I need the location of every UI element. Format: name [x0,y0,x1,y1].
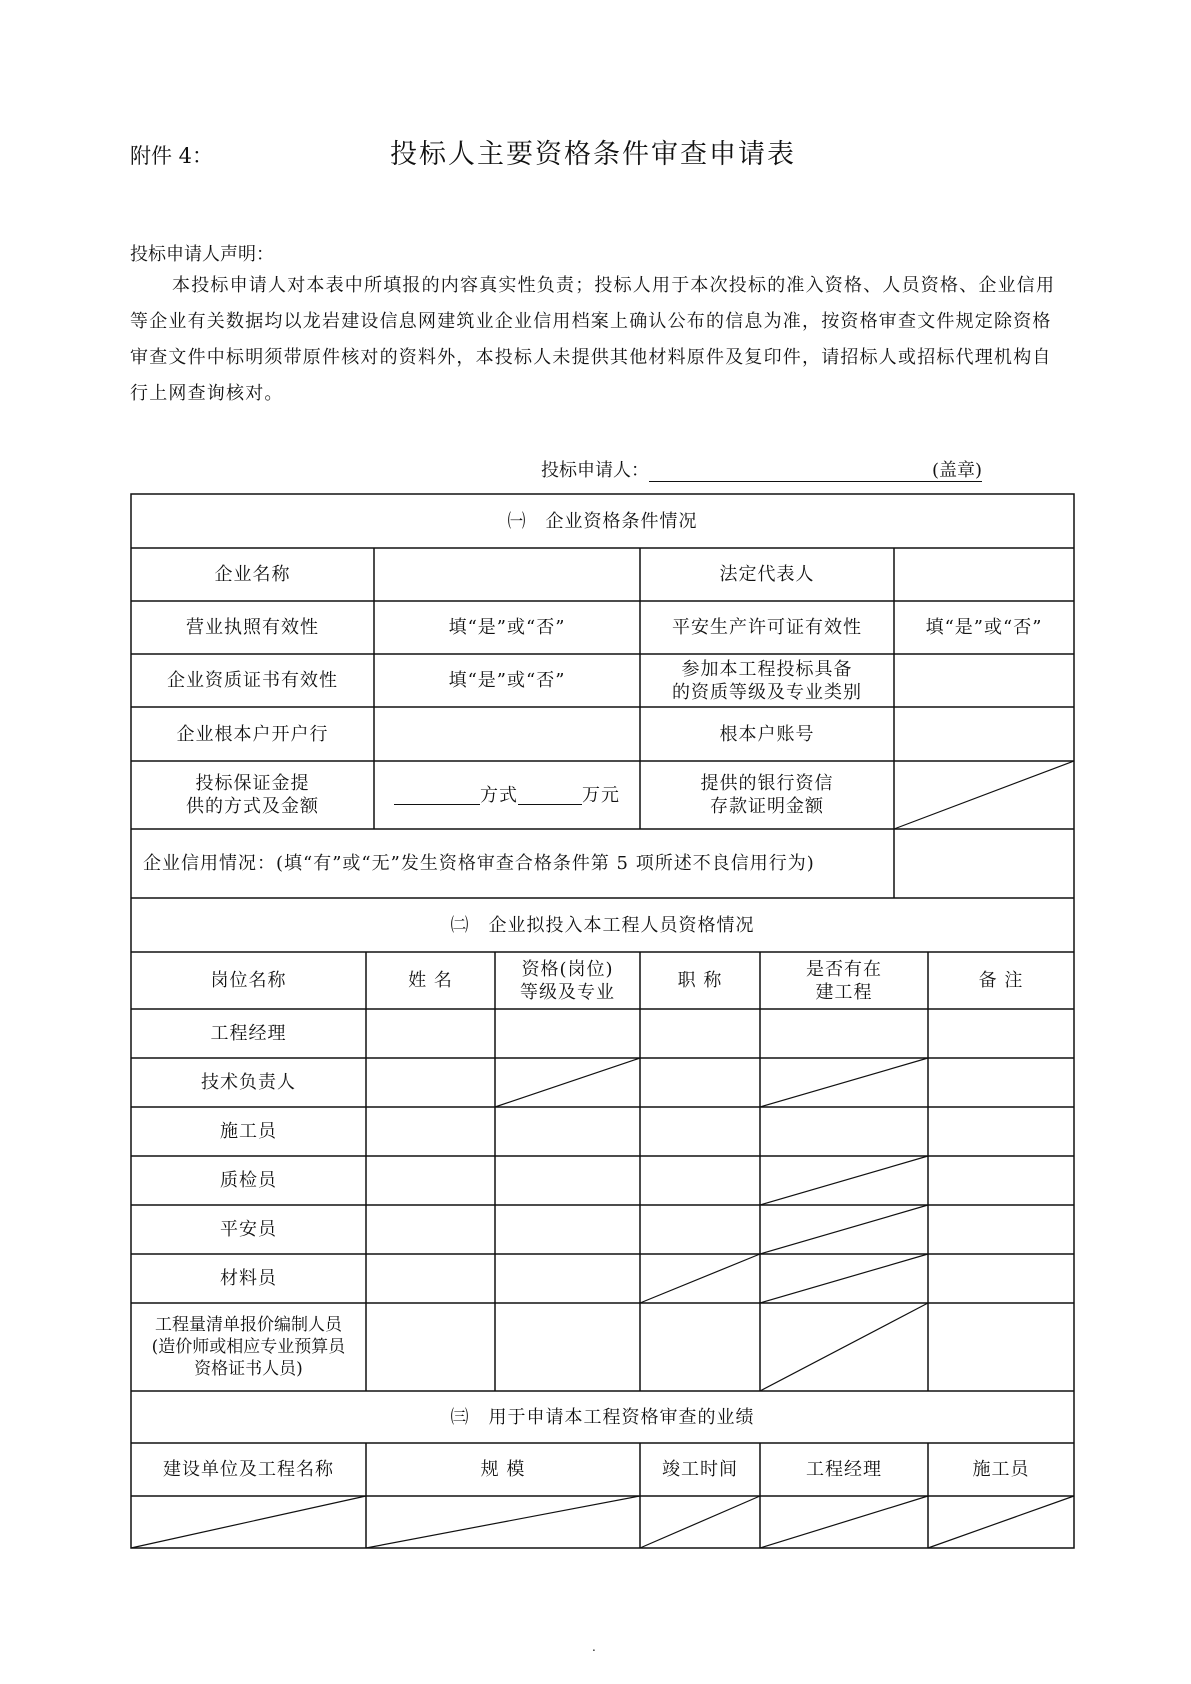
safety-permit-field[interactable]: 填“是”或“否” [925,617,1043,638]
qualification-level-field[interactable] [894,654,1074,707]
section3-title: ㈢ 用于申请本工程资格审查的业绩 [450,1406,755,1428]
deposit-proof-label: 提供的银行资信 存款证明金额 [700,773,834,817]
attachment-label: 附件 4： [130,144,214,168]
company-name-label: 企业名称 [214,564,291,585]
performance-col-scale: 规 模 [480,1459,526,1480]
legal-rep-field[interactable] [894,548,1074,601]
performance-col-project-manager: 工程经理 [806,1459,882,1480]
performance-col-constructor: 施工员 [972,1459,1030,1480]
bond-method-field[interactable] [374,761,640,829]
safety-permit-label: 平安生产许可证有效性 [672,617,862,638]
qualification-cert-label: 企业资质证书有效性 [167,670,338,691]
bank-label: 企业根本户开户行 [176,723,329,745]
page-footer-dot: . [592,1640,596,1654]
bond-method-label: 投标保证金提 供的方式及金额 [186,773,319,817]
bond-method-blank[interactable] [394,786,480,805]
diagonal-perf-manager [760,1496,928,1548]
qualification-cert-field[interactable]: 填“是”或“否” [448,670,566,691]
applicant-label: 投标申请人： [541,460,649,481]
performance-col-completion-date: 竣工时间 [662,1459,738,1480]
diagonal-perf-name [131,1496,366,1548]
license-validity-label: 营业执照有效性 [186,617,319,638]
legal-rep-label: 法定代表人 [719,564,815,585]
personnel-col-remarks: 备 注 [978,970,1024,991]
diagonal-perf-scale [366,1496,640,1548]
diagonal-perf-date [640,1496,760,1548]
qualification-level-label: 参加本工程投标具备 的资质等级及专业类别 [672,658,862,703]
license-validity-field[interactable]: 填“是”或“否” [448,617,566,638]
bank-field[interactable] [374,707,640,761]
declaration-text: 本投标申请人对本表中所填报的内容真实性负责；投标人用于本次投标的准入资格、人员资格、企业信用等企业有关数据均以龙岩建设信息网建筑业企业信用档案上确认公布的信息为准，按资格审查文件规定除资格审查文件中标明须带原件核对的资料外，本投标人未提供其他材料原件及复印件，请招标人或招标代理机构自行上网查询核对。 [130,275,1056,404]
credit-status-label: 企业信用情况：(填“有”或“无”发生资格审查合格条件第 5 项所述不良信用行为) [143,853,815,874]
declaration-label: 投标申请人声明： [130,244,274,265]
personnel-col-name: 姓 名 [408,970,453,991]
personnel-col-title: 职 称 [677,970,723,991]
seal-label: (盖章) [932,460,983,481]
diagonal-safety-projects [760,1205,928,1254]
diagonal-tech-lead-projects [760,1058,928,1107]
personnel-col-position: 岗位名称 [210,970,287,991]
personnel-col-qualification: 资格(岗位) 等级及专业 [520,958,615,1003]
account-no-field[interactable] [894,707,1074,761]
personnel-row-constructor: 施工员 [220,1121,277,1142]
personnel-row-quality-inspector: 质检员 [220,1170,277,1191]
section2-title: ㈡ 企业拟投入本工程人员资格情况 [450,914,755,936]
diagonal-deposit-proof [894,761,1074,829]
diagonal-tech-lead-qualification [495,1058,640,1107]
personnel-row-material-officer: 材料员 [220,1268,277,1289]
section1-title: ㈠ 企业资格条件情况 [507,510,698,532]
performance-col-client-project: 建设单位及工程名称 [163,1459,334,1480]
personnel-row-cost-estimator: 工程量清单报价编制人员 (造价师或相应专业预算员 资格证书人员) [151,1315,346,1379]
diagonal-perf-constructor [928,1496,1074,1548]
bond-unit: 万元 [582,784,620,806]
personnel-col-ongoing-projects: 是否有在 建工程 [806,958,882,1003]
bond-method-word: 方式 [480,784,518,806]
personnel-row-safety-officer: 平安员 [220,1219,277,1240]
form-title: 投标人主要资格条件审查申请表 [390,139,796,170]
diagonal-material-projects [760,1254,928,1303]
bond-amount-blank[interactable] [518,786,582,805]
credit-status-field[interactable] [894,829,1074,898]
diagonal-inspector-projects [760,1156,928,1205]
company-name-field[interactable] [374,548,640,601]
diagonal-material-title [640,1254,760,1303]
account-no-label: 根本户账号 [719,723,815,745]
personnel-row-project-manager: 工程经理 [210,1023,287,1044]
diagonal-estimator-projects [760,1303,928,1391]
personnel-row-tech-lead: 技术负责人 [201,1072,296,1093]
